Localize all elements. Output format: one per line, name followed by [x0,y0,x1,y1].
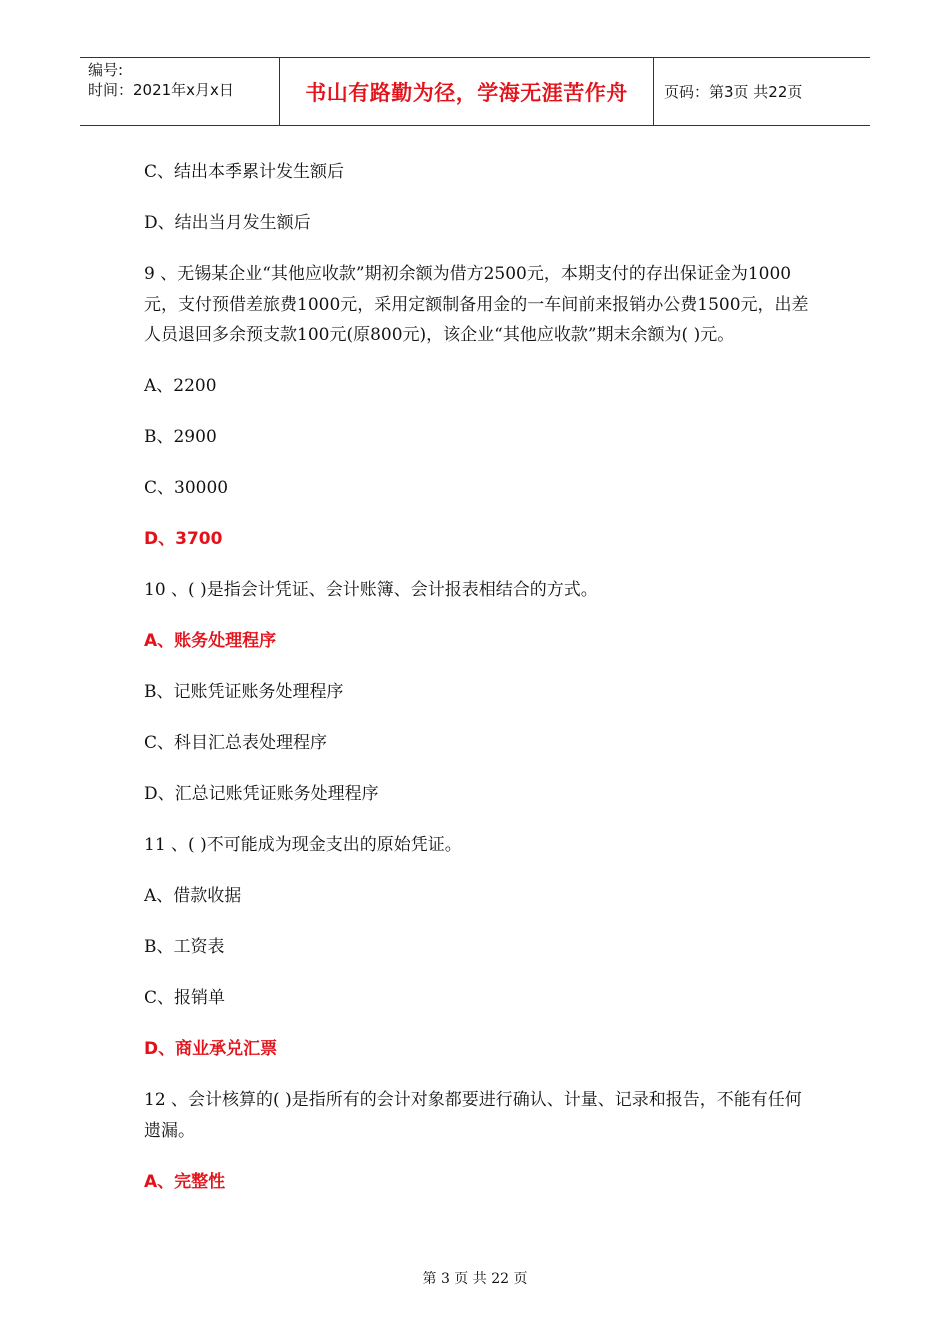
q11-option-b: B、工资表 [144,937,225,957]
document-time-label: 时间：2021年x月x日 [88,81,234,99]
q10-option-b: B、记账凭证账务处理程序 [144,682,344,702]
document-number-label: 编号: [88,61,124,79]
q9-option-c: C、30000 [144,478,229,498]
q10-option-c: C、科目汇总表处理程序 [144,733,328,753]
header-meta [80,58,280,125]
header-motto: 书山有路勤为径，学海无涯苦作舟 [280,58,654,125]
question-10: 10 、( )是指会计凭证、会计账簿、会计报表相结合的方式。 [144,580,598,600]
q10-answer-option-a: A、账务处理程序 [144,631,277,651]
option-d: D、结出当月发生额后 [144,213,311,233]
q11-answer-option-d: D、商业承兑汇票 [144,1039,278,1059]
q9-option-a: A、2200 [144,376,217,396]
question-content [144,157,814,1197]
q12-answer-option-a: A、完整性 [144,1171,226,1192]
header-page-info: 页码：第3页 共22页 [664,83,803,101]
option-c: C、结出本季累计发生额后 [144,162,345,182]
page-header [80,57,870,126]
q11-option-a: A、借款收据 [144,886,242,906]
q9-answer-option-d: D、3700 [144,529,223,549]
page-footer: 第 3 页 共 22 页 [422,1271,528,1287]
question-12: 12 、会计核算的( )是指所有的会计对象都要进行确认、计量、记录和报告，不能有任何遗漏。 [144,1090,802,1141]
q9-option-b: B、2900 [144,427,217,447]
q10-option-d: D、汇总记账凭证账务处理程序 [144,784,379,804]
question-11: 11 、( )不可能成为现金支出的原始凭证。 [144,835,462,855]
q11-option-c: C、报销单 [144,988,226,1008]
question-9: 9 、无锡某企业“其他应收款”期初余额为借方2500元，本期支付的存出保证金为1000元，支付预借差旅费1000元，采用定额制备用金的一车间前来报销办公费1500元，出差人员退回多余预支款100元(原800元)，该企业“其他应收款”期末余额为( )元。 [144,264,809,345]
